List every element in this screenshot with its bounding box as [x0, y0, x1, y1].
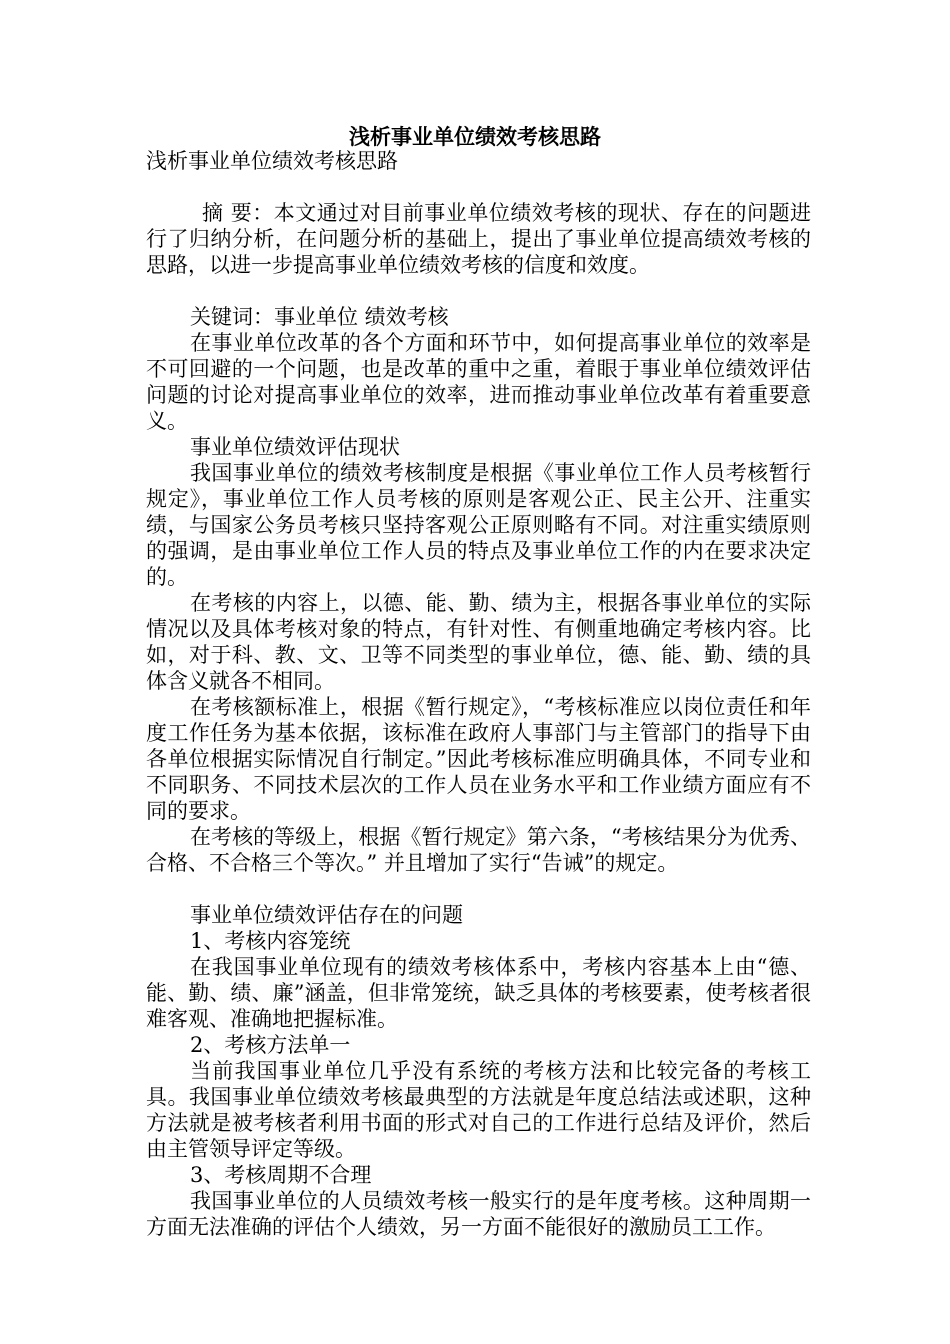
problem-3-text: 我国事业单位的人员绩效考核一般实行的是年度考核。这种周期一方面无法准确的评估个人绩效，另一方面不能很好的激励员工工作。 [146, 1189, 811, 1239]
status-paragraph-3: 在考核额标准上，根据《暂行规定》，“考核标准应以岗位责任和年度工作任务为基本依据，该标准在政府人事部门与主管部门的指导下由各单位根据实际情况自行制定。”因此考核标准应明确具体，不同专业和不同职务、不同技术层次的工作人员在业务水平和工作业绩方面应有不同的要求。 [146, 695, 811, 823]
intro-paragraph: 在事业单位改革的各个方面和环节中，如何提高事业单位的效率是不可回避的一个问题，也是改革的重中之重，着眼于事业单位绩效评估问题的讨论对提高事业单位的效率，进而推动事业单位改革有着重要意义。 [146, 331, 811, 433]
problem-1-text: 在我国事业单位现有的绩效考核体系中，考核内容基本上由“德、能、勤、绩、廉”涵盖，但非常笼统，缺乏具体的考核要素，使考核者很难客观、准确地把握标准。 [146, 955, 811, 1031]
status-paragraph-4: 在考核的等级上，根据《暂行规定》第六条，“考核结果分为优秀、合格、不合格三个等次。” 并且增加了实行“告诫”的规定。 [146, 825, 811, 875]
status-paragraph-2: 在考核的内容上，以德、能、勤、绩为主，根据各事业单位的实际情况以及具体考核对象的特点，有针对性、有侧重地确定考核内容。比如，对于科、教、文、卫等不同类型的事业单位，德、能、勤、绩的具体含义就各不相同。 [146, 591, 811, 693]
section-heading-status: 事业单位绩效评估现状 [190, 435, 400, 459]
spacer [146, 174, 811, 200]
document-title: 浅析事业单位绩效考核思路 [349, 124, 601, 149]
spacer [146, 876, 811, 902]
problem-1-heading: 1、考核内容笼统 [190, 929, 351, 953]
abstract-paragraph: 摘 要：本文通过对目前事业单位绩效考核的现状、存在的问题进行了归纳分析，在问题分析的基础上，提出了事业单位提高绩效考核的思路，以进一步提高事业单位绩效考核的信度和效度。 [146, 201, 811, 277]
problem-2-text: 当前我国事业单位几乎没有系统的考核方法和比较完备的考核工具。我国事业单位绩效考核最典型的方法就是年度总结法或述职，这种方法就是被考核者利用书面的形式对自己的工作进行总结及评价，然后由主管领导评定等级。 [146, 1059, 811, 1161]
spacer [146, 278, 811, 304]
document-body [146, 148, 811, 1240]
keywords-line: 关键词：事业单位 绩效考核 [190, 305, 449, 329]
problem-2-heading: 2、考核方法单一 [190, 1033, 351, 1057]
problem-3-heading: 3、考核周期不合理 [190, 1163, 372, 1187]
document-subtitle: 浅析事业单位绩效考核思路 [146, 149, 398, 173]
status-paragraph-1: 我国事业单位的绩效考核制度是根据《事业单位工作人员考核暂行规定》，事业单位工作人员考核的原则是客观公正、民主公开、注重实绩，与国家公务员考核只坚持客观公正原则略有不同。对注重实绩原则的强调，是由事业单位工作人员的特点及事业单位工作的内在要求决定的。 [146, 461, 811, 589]
section-heading-problems: 事业单位绩效评估存在的问题 [190, 903, 463, 927]
